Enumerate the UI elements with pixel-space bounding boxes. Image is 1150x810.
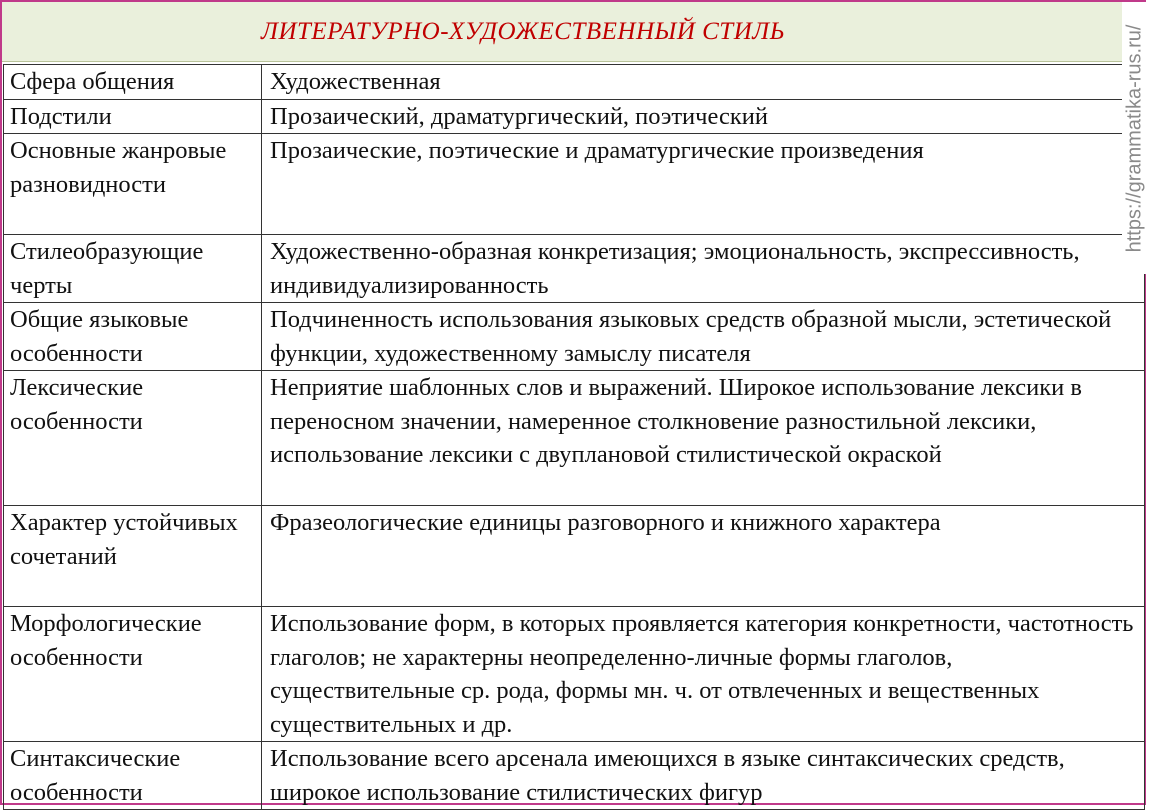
table-row <box>4 371 1145 506</box>
row-label: Общие языковые особенности <box>4 303 262 371</box>
row-value: Фразеологические единицы разговорного и книжного характера <box>262 506 1145 607</box>
table-row <box>4 506 1145 607</box>
page-title: ЛИТЕРАТУРНО-ХУДОЖЕСТВЕННЫЙ СТИЛЬ <box>261 17 785 45</box>
row-label: Стилеобразующие черты <box>4 235 262 303</box>
table-row <box>4 65 1145 100</box>
table-row <box>4 303 1145 371</box>
row-value: Неприятие шаблонных слов и выражений. Широкое использование лексики в переносном значении, намеренное столкновение разностильной лексики, использование лексики с двуплановой стилистической окраской <box>262 371 1145 506</box>
row-label: Сфера общения <box>4 65 262 100</box>
row-label: Подстили <box>4 99 262 134</box>
table-row <box>4 607 1145 742</box>
row-label: Синтаксические особенности <box>4 742 262 810</box>
watermark <box>1122 2 1148 274</box>
row-value: Художественно-образная конкретизация; эмоциональность, экспрессивность, индивидуализированность <box>262 235 1145 303</box>
table-row <box>4 235 1145 303</box>
row-value: Подчиненность использования языковых средств образной мысли, эстетической функции, художественному замыслу писателя <box>262 303 1145 371</box>
row-value: Прозаические, поэтические и драматургические произведения <box>262 134 1145 235</box>
watermark-text: https://grammatika-rus.ru/ <box>1123 24 1146 252</box>
row-value: Использование всего арсенала имеющихся в языке синтаксических средств, широкое использование стилистических фигур <box>262 742 1145 810</box>
table-row <box>4 99 1145 134</box>
row-label: Лексические особенности <box>4 371 262 506</box>
table-row <box>4 742 1145 810</box>
row-label: Основные жанровые разновидности <box>4 134 262 235</box>
style-table <box>3 64 1145 810</box>
row-label: Характер устойчивых сочетаний <box>4 506 262 607</box>
row-value: Использование форм, в которых проявляется категория конкретности, частотность глаголов; не характерны неопределенно-личные формы глаголов, существительные ср. рода, формы мн. ч. от отвлеченных и вещественных существительных и др. <box>262 607 1145 742</box>
row-value: Художественная <box>262 65 1145 100</box>
table-row <box>4 134 1145 235</box>
row-value: Прозаический, драматургический, поэтический <box>262 99 1145 134</box>
row-label: Морфологические особенности <box>4 607 262 742</box>
title-bar <box>2 2 1144 62</box>
